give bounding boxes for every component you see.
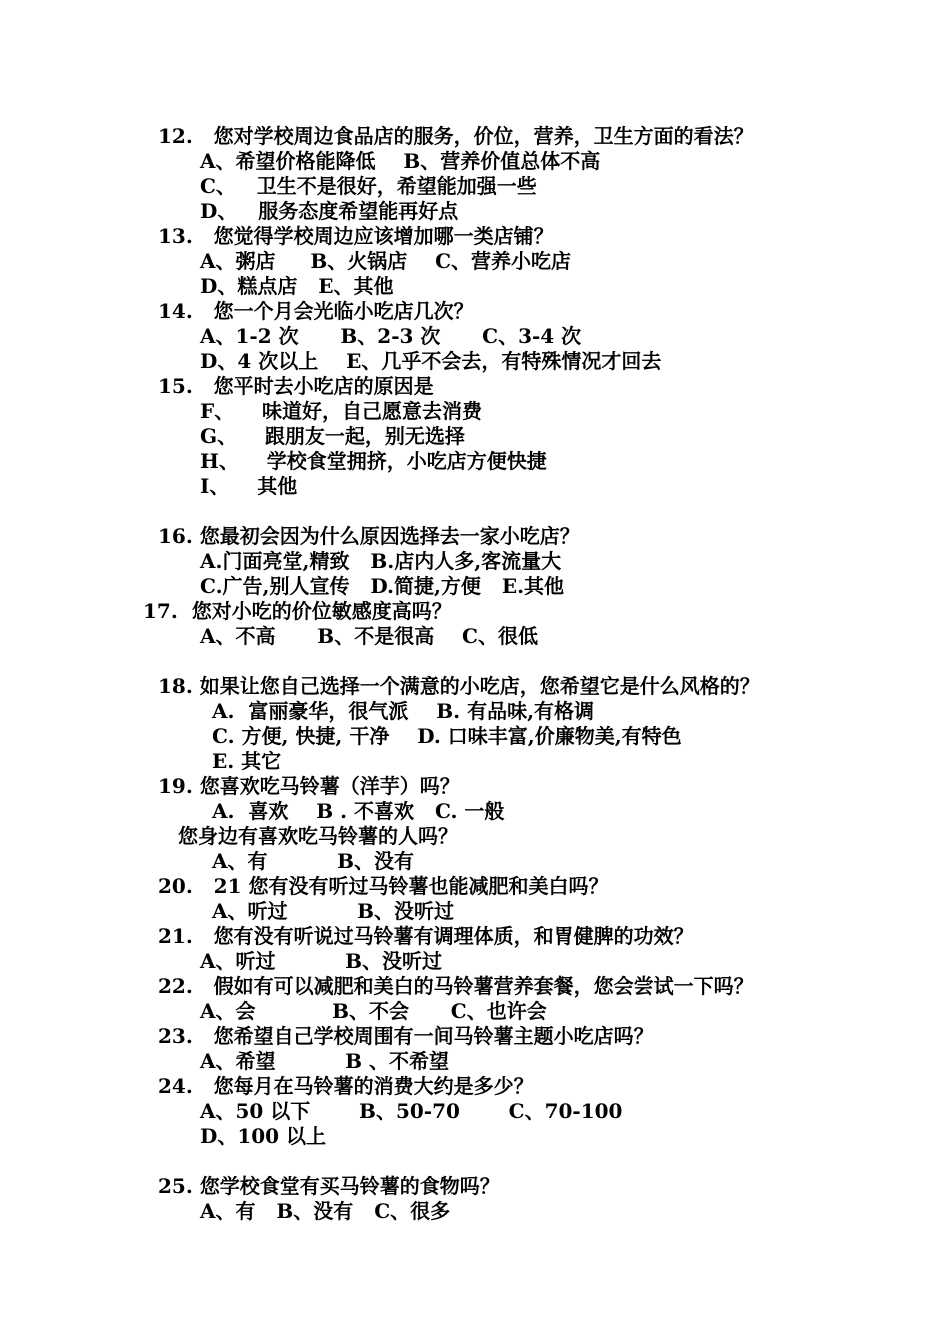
question-15-option-i: I、 其他 [200,474,298,498]
question-16-text: 16. 您最初会因为什么原因选择去一家小吃店？ [158,524,580,548]
question-12-text: 12. 您对学校周边食品店的服务，价位，营养，卫生方面的看法？ [158,124,754,148]
question-25-options: A、有 B、没有 C、很多 [200,1199,451,1223]
question-19-text: 19. 您喜欢吃马铃薯（洋芋）吗？ [158,774,460,798]
question-16-options-ab: A.门面亮堂,精致 B.店内人多,客流量大 [200,549,562,573]
question-14-text: 14. 您一个月会光临小吃店几次？ [158,299,474,323]
question-19-sub-text: 您身边有喜欢吃马铃薯的人吗？ [178,824,458,848]
question-17-text: 17. 您对小吃的价位敏感度高吗？ [143,599,452,623]
question-19-sub-options: A、有 B、没有 [212,849,415,873]
question-24-options-abc: A、50 以下 B、50-70 C、70-100 [200,1099,623,1123]
question-12-options-ab: A、希望价格能降低 B、营养价值总体不高 [200,149,601,173]
question-13-text: 13. 您觉得学校周边应该增加哪一类店铺？ [158,224,554,248]
question-18-options-ab: A. 富丽豪华，很气派 B. 有品味,有格调 [212,699,595,723]
question-19-options: A. 喜欢 B . 不喜欢 C. 一般 [212,799,505,823]
question-24-text: 24. 您每月在马铃薯的消费大约是多少？ [158,1074,534,1098]
question-16-options-cde: C.广告,别人宣传 D.简捷,方便 E.其他 [200,574,565,598]
question-24-option-d: D、100 以上 [200,1124,327,1148]
question-15-option-h: H、 学校食堂拥挤，小吃店方便快捷 [200,449,547,473]
question-23-text: 23. 您希望自己学校周围有一间马铃薯主题小吃店吗？ [158,1024,654,1048]
question-17-options: A、不高 B、不是很高 C、很低 [200,624,538,648]
question-14-options-de: D、4 次以上 E、几乎不会去，有特殊情况才回去 [200,349,662,373]
question-15-text: 15. 您平时去小吃店的原因是 [158,374,434,398]
question-21-options: A、听过 B、没听过 [200,949,443,973]
question-23-options: A、希望 B 、不希望 [200,1049,450,1073]
question-13-options-de: D、糕点店 E、其他 [200,274,394,298]
question-22-options: A、会 B、不会 C、也许会 [200,999,547,1023]
question-12-option-c: C、 卫生不是很好，希望能加强一些 [200,174,537,198]
question-20-text: 20. 21 您有没有听过马铃薯也能减肥和美白吗？ [158,874,609,898]
question-12-option-d: D、 服务态度希望能再好点 [200,199,459,223]
question-25-text: 25. 您学校食堂有买马铃薯的食物吗？ [158,1174,500,1198]
question-18-text: 18. 如果让您自己选择一个满意的小吃店，您希望它是什么风格的？ [158,674,760,698]
question-14-options-abc: A、1-2 次 B、2-3 次 C、3-4 次 [200,324,582,348]
question-13-options-abc: A、粥店 B、火锅店 C、营养小吃店 [200,249,572,273]
question-15-option-f: F、 味道好，自己愿意去消费 [200,399,483,423]
question-15-option-g: G、 跟朋友一起，别无选择 [200,424,465,448]
question-22-text: 22. 假如有可以减肥和美白的马铃薯营养套餐，您会尝试一下吗？ [158,974,754,998]
question-21-text: 21. 您有没有听说过马铃薯有调理体质，和胃健脾的功效？ [158,924,694,948]
question-18-option-e: E. 其它 [212,749,282,773]
question-20-options: A、听过 B、没听过 [212,899,455,923]
question-18-options-cd: C. 方便, 快捷, 干净 D. 口味丰富,价廉物美,有特色 [212,724,682,748]
